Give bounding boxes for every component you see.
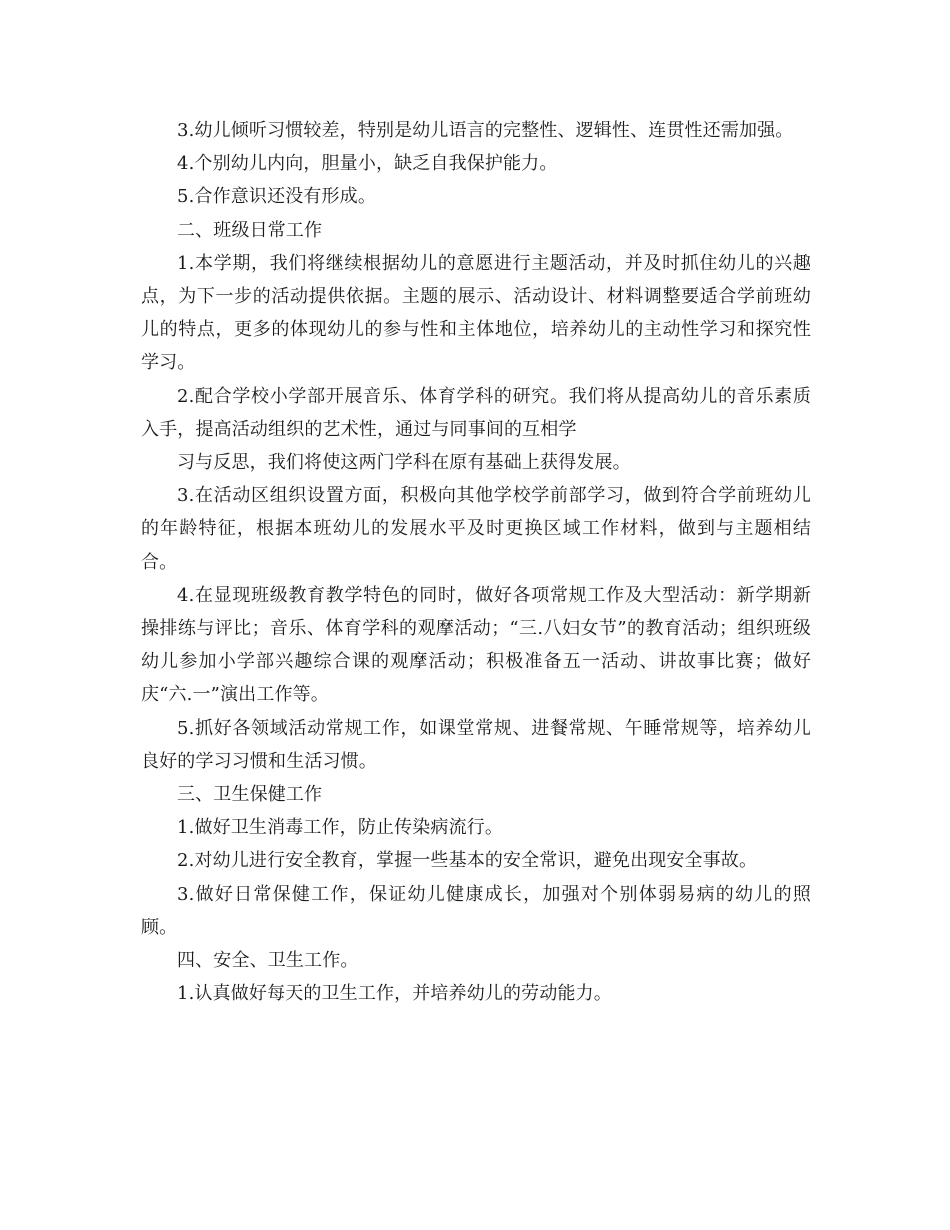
weakness-item-3: 3.幼儿倾听习惯较差，特别是幼儿语言的完整性、逻辑性、连贯性还需加强。 [177,120,794,141]
daily-work-item-3: 3.在活动区组织设置方面，积极向其他学校学前部学习，做到符合学前班幼儿的年龄特征，根据本班幼儿的发展水平及时更换区域工作材料，做到与主题相结合。 [141,485,811,573]
daily-work-item-1: 1.本学期，我们将继续根据幼儿的意愿进行主题活动，并及时抓住幼儿的兴趣点，为下一步的活动提供依据。主题的展示、活动设计、材料调整要适合学前班幼儿的特点，更多的体现幼儿的参与性和主体地位，培养幼儿的主动性学习和探究性学习。 [141,252,811,374]
document-body [141,114,811,1010]
daily-work-item-2: 2.配合学校小学部开展音乐、体育学科的研究。我们将从提高幼儿的音乐素质入手，提高活动组织的艺术性，通过与同事间的互相学 [141,385,811,440]
daily-work-item-5: 5.抓好各领域活动常规工作，如课堂常规、进餐常规、午睡常规等，培养幼儿良好的学习习惯和生活习惯。 [141,717,811,772]
health-care-item-1: 1.做好卫生消毒工作，防止传染病流行。 [177,817,504,839]
section-heading-safety-hygiene: 四、安全、卫生工作。 [177,950,359,972]
daily-work-item-2-continued: 习与反思，我们将使这两门学科在原有基础上获得发展。 [177,452,631,474]
section-heading-daily-work: 二、班级日常工作 [177,219,323,241]
weakness-item-4: 4.个别幼儿内向，胆量小，缺乏自我保护能力。 [177,153,558,175]
health-care-item-2: 2.对幼儿进行安全教育，掌握一些基本的安全常识，避免出现安全事故。 [177,850,758,872]
daily-work-item-4: 4.在显现班级教育教学特色的同时，做好各项常规工作及大型活动：新学期新操排练与评比；音乐、体育学科的观摩活动；“三.八妇女节”的教育活动；组织班级幼儿参加小学部兴趣综合课的观摩活动；积极准备五一活动、讲故事比赛；做好庆“六.一”演出工作等。 [141,584,811,706]
section-heading-health-care: 三、卫生保健工作 [177,784,323,806]
weakness-item-5: 5.合作意识还没有形成。 [177,186,376,208]
health-care-item-3: 3.做好日常保健工作，保证幼儿健康成长，加强对个别体弱易病的幼儿的照顾。 [141,883,811,938]
safety-hygiene-item-1: 1.认真做好每天的卫生工作，并培养幼儿的劳动能力。 [177,983,612,1005]
